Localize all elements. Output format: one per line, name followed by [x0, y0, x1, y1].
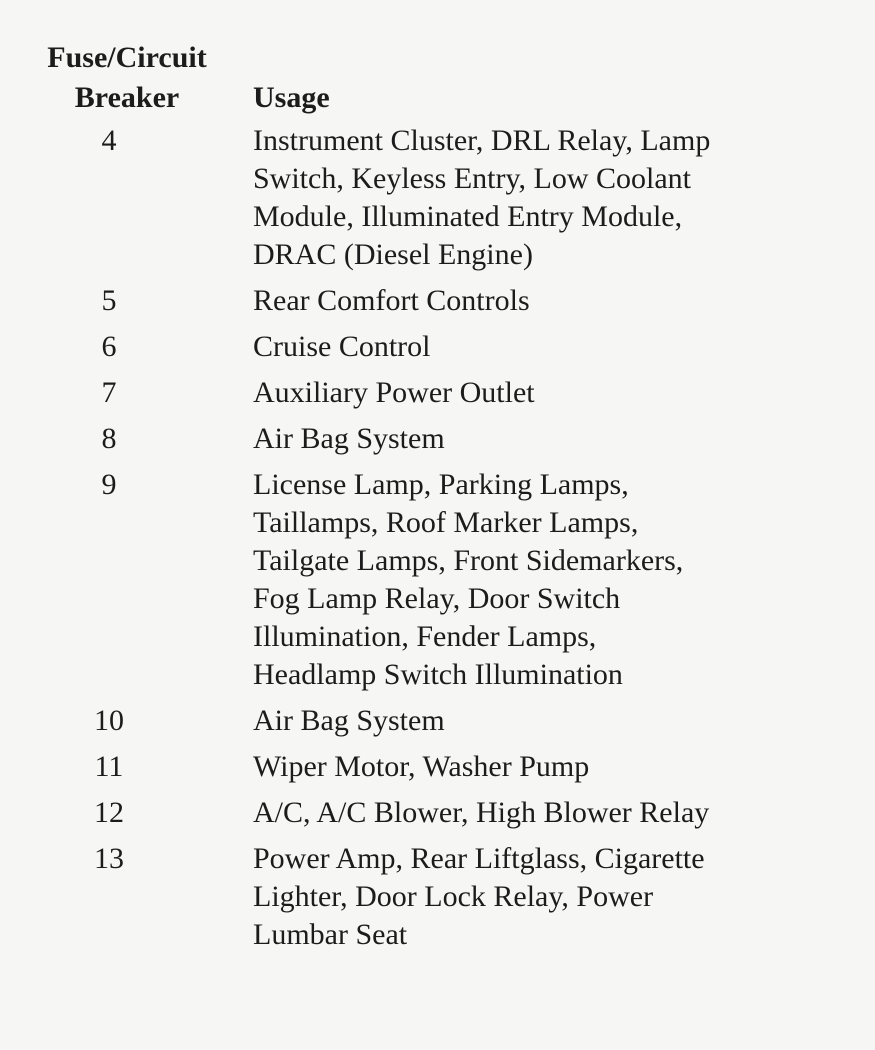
- usage-line: Lumbar Seat: [253, 918, 408, 951]
- table-row: [0, 328, 875, 366]
- usage-line: Headlamp Switch Illumination: [253, 658, 623, 691]
- fuse-usage: [253, 328, 813, 366]
- column-header-fuse-line2: Breaker: [74, 81, 180, 114]
- table-row: [0, 840, 875, 954]
- fuse-usage: [253, 702, 813, 740]
- table-row: [0, 122, 875, 274]
- table-row: [0, 702, 875, 740]
- fuse-usage: [253, 840, 813, 954]
- usage-line: Rear Comfort Controls: [253, 284, 530, 317]
- usage-line: Instrument Cluster, DRL Relay, Lamp: [253, 124, 711, 157]
- fuse-usage: [253, 794, 813, 832]
- fuse-number: 8: [101, 422, 117, 455]
- usage-line: DRAC (Diesel Engine): [253, 238, 533, 271]
- usage-line: Switch, Keyless Entry, Low Coolant: [253, 162, 692, 195]
- fuse-number: 5: [101, 284, 117, 317]
- table-row: [0, 794, 875, 832]
- column-header-usage: Usage: [253, 81, 330, 114]
- table-row: [0, 282, 875, 320]
- table-row: [0, 466, 875, 694]
- usage-line: Taillamps, Roof Marker Lamps,: [253, 506, 639, 539]
- column-header-fuse: [36, 38, 218, 118]
- usage-line: Cruise Control: [253, 330, 431, 363]
- usage-line: A/C, A/C Blower, High Blower Relay: [253, 796, 710, 829]
- usage-line: Power Amp, Rear Liftglass, Cigarette: [253, 842, 705, 875]
- fuse-number: 10: [94, 704, 124, 737]
- usage-line: Air Bag System: [253, 422, 445, 455]
- fuse-number: 7: [101, 376, 117, 409]
- usage-line: Lighter, Door Lock Relay, Power: [253, 880, 654, 913]
- usage-line: Illumination, Fender Lamps,: [253, 620, 597, 653]
- fuse-number: 6: [101, 330, 117, 363]
- table-row: [0, 420, 875, 458]
- fuse-number: 4: [101, 124, 117, 157]
- table-row: [0, 374, 875, 412]
- table-row: [0, 748, 875, 786]
- fuse-usage: [253, 466, 813, 694]
- usage-line: Tailgate Lamps, Front Sidemarkers,: [253, 544, 684, 577]
- fuse-usage-table: [0, 122, 875, 962]
- usage-line: Air Bag System: [253, 704, 445, 737]
- usage-line: Auxiliary Power Outlet: [253, 376, 535, 409]
- fuse-usage: [253, 374, 813, 412]
- fuse-number: 9: [101, 468, 117, 501]
- fuse-usage: [253, 122, 813, 274]
- fuse-number: 12: [94, 796, 124, 829]
- fuse-usage: [253, 748, 813, 786]
- column-header-fuse-line1: Fuse/Circuit: [47, 41, 207, 74]
- usage-line: License Lamp, Parking Lamps,: [253, 468, 629, 501]
- fuse-number: 13: [94, 842, 124, 875]
- usage-line: Module, Illuminated Entry Module,: [253, 200, 683, 233]
- fuse-usage: [253, 282, 813, 320]
- usage-line: Fog Lamp Relay, Door Switch: [253, 582, 621, 615]
- fuse-usage: [253, 420, 813, 458]
- fuse-number: 11: [94, 750, 124, 783]
- usage-line: Wiper Motor, Washer Pump: [253, 750, 590, 783]
